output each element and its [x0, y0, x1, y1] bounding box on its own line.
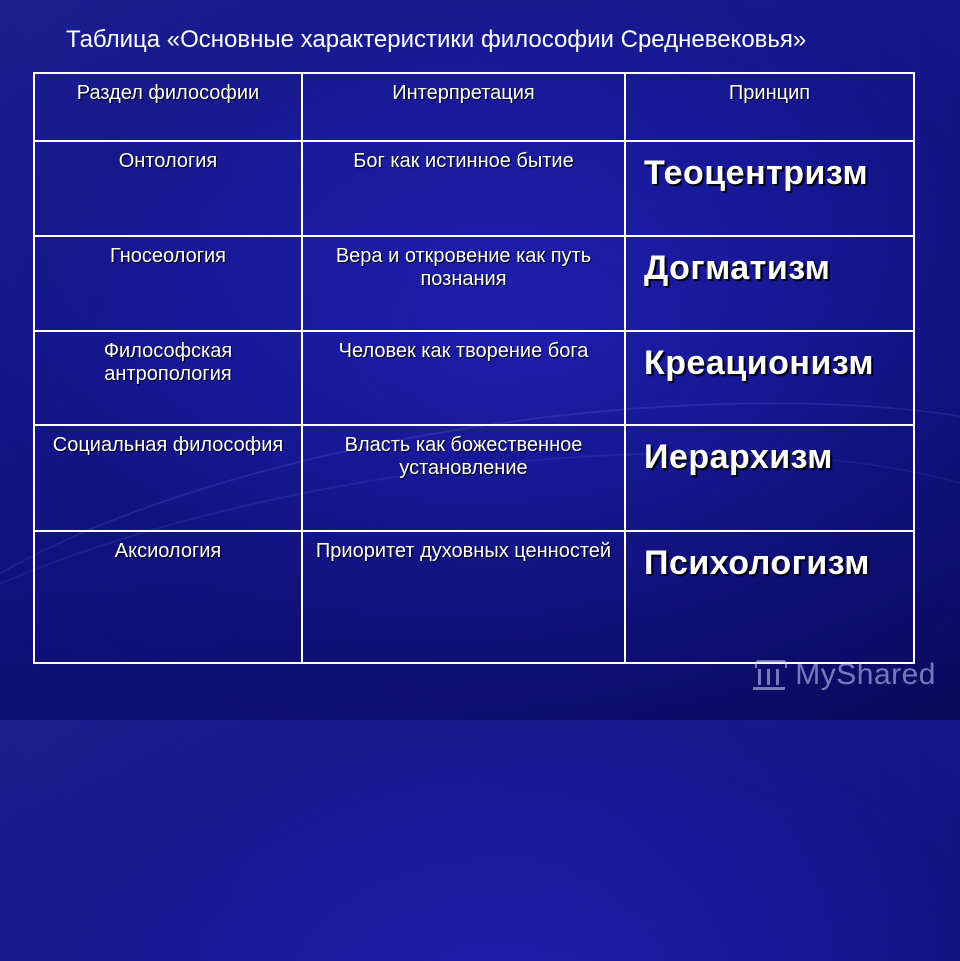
slide-title: Таблица «Основные характеристики философии Средневековья»	[66, 26, 807, 53]
cell-principle: Догматизм	[625, 236, 914, 331]
building-icon	[751, 660, 787, 690]
cell-section: Социальная философия	[34, 425, 302, 531]
watermark-text: MyShared	[795, 658, 936, 691]
cell-principle: Креационизм	[625, 331, 914, 425]
cell-section: Онтология	[34, 141, 302, 236]
table-row	[34, 531, 914, 663]
cell-principle: Теоцентризм	[625, 141, 914, 236]
cell-interpretation: Вера и откровение как путь познания	[302, 236, 625, 331]
table-row	[34, 425, 914, 531]
cell-interpretation: Человек как творение бога	[302, 331, 625, 425]
philosophy-table	[33, 72, 915, 664]
cell-principle: Психологизм	[625, 531, 914, 663]
cell-section: Аксиология	[34, 531, 302, 663]
table-row	[34, 236, 914, 331]
cell-interpretation: Бог как истинное бытие	[302, 141, 625, 236]
table-row	[34, 141, 914, 236]
cell-section: Гносеология	[34, 236, 302, 331]
header-interpretation: Интерпретация	[302, 73, 625, 141]
cell-section: Философская антропология	[34, 331, 302, 425]
table-row	[34, 331, 914, 425]
cell-interpretation: Приоритет духовных ценностей	[302, 531, 625, 663]
header-principle: Принцип	[625, 73, 914, 141]
watermark-logo	[751, 658, 936, 692]
cell-principle: Иерархизм	[625, 425, 914, 531]
cell-interpretation: Власть как божественное установление	[302, 425, 625, 531]
table-header-row	[34, 73, 914, 141]
header-section: Раздел философии	[34, 73, 302, 141]
